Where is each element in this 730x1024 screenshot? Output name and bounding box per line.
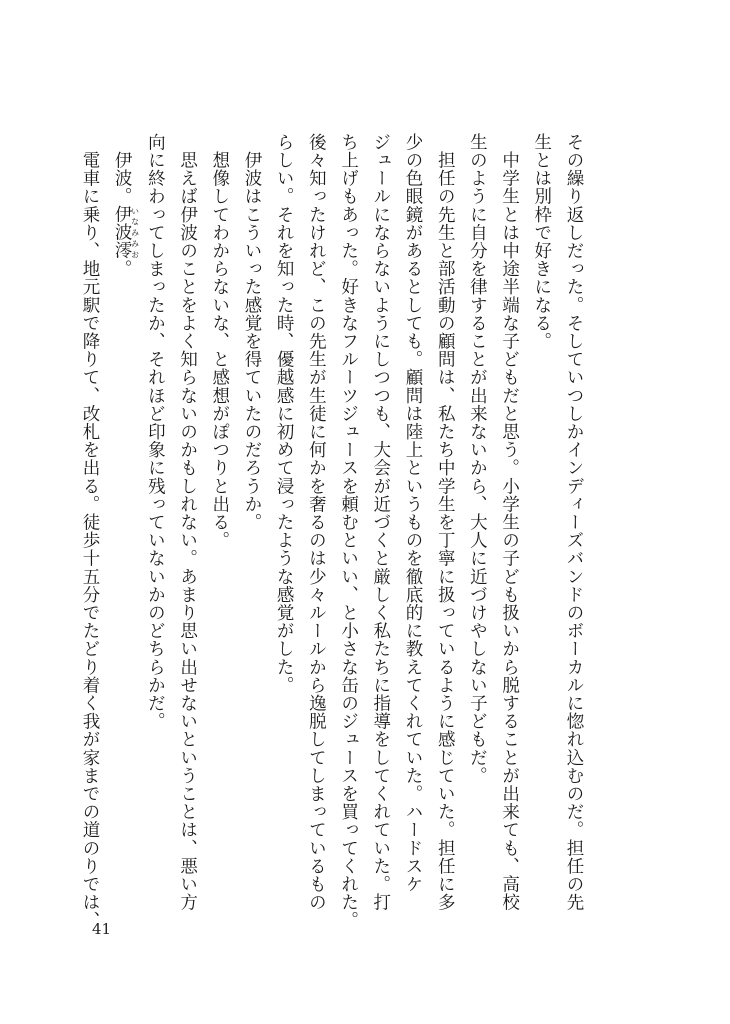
page-number: 41 — [92, 920, 112, 938]
text-line-9: 後々知ったけれど、この先生が生徒に何かを奢るのは少々ルールから逸脱してしまっているもの — [306, 133, 327, 912]
text-line-11: 伊波はこういった感覚を得ていたのだろうか。 — [241, 133, 262, 532]
text-line-3: 中学生とは中途半端な子どもだと思う。小学生の子ども扱いから脱することが出来ても、高校 — [499, 133, 520, 912]
text-line-5: 担任の先生と部活動の顧問は、私たち中学生を丁寧に扱っているように感じていた。担任に多 — [435, 133, 456, 912]
text-line-15-with-ruby — [106, 133, 139, 893]
ruby-reading: いなみみお — [130, 205, 140, 260]
text-line-16: 電車に乗り、地元駅で降りて、改札を出る。徒歩十五分でたどり着く我が家までの道のりでは、 — [79, 133, 100, 930]
text-line-8: ち上げもあった。好きなフルーツジュースを頼むといい、と小さな缶のジュースを買ってくれた。 — [338, 133, 359, 930]
text-line-1: その繰り返しだった。そしていつしかインディーズバンドのボーカルに惚れ込むのだ。担任の先 — [564, 133, 584, 912]
name-ruby: 伊波澪いなみみお — [112, 205, 140, 260]
text-line-15: 伊波。伊波澪いなみみお。 — [112, 133, 140, 278]
text-line-7: ジュールにならないようにしつつも、大会が近づくと厳しく私たちに指導をしてくれていた。打 — [370, 133, 391, 912]
text-line-10: らしい。それを知った時、優越感に初めて浸ったような感覚がした。 — [274, 133, 295, 695]
text-line-14: 向に終わってしまったか、それほど印象に残っていないかのどちらかだ。 — [145, 133, 166, 731]
text-line-12: 想像してわからないな、と感想がぽつりと出る。 — [209, 133, 230, 550]
text-line-4: 生のように自分を律することが出来ないから、大人に近づけやしない子どもだ。 — [467, 133, 488, 785]
text-line-13: 思えば伊波のことをよく知らないのかもしれない。あまり思い出せないということは、悪い方 — [177, 133, 198, 912]
text-line-6: 少の色眼鏡があるとしても。顧問は陸上というものを徹底的に教えてくれていた。ハードスケ — [402, 133, 423, 894]
text-line-2: 生とは別枠で好きになる。 — [531, 133, 552, 351]
